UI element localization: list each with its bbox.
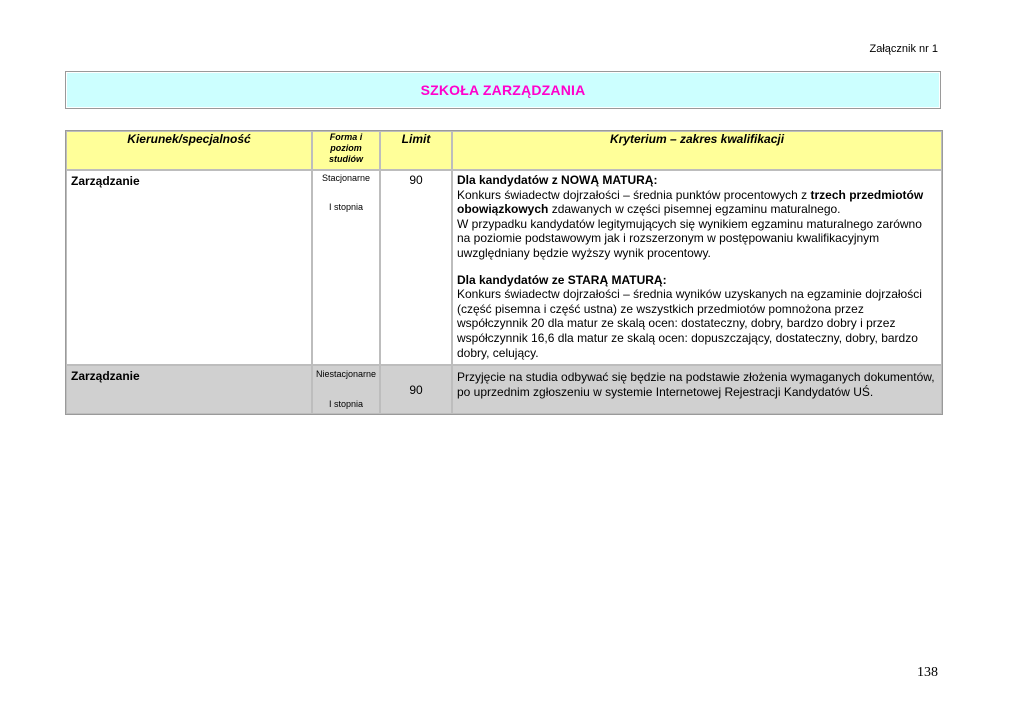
forma-level: I stopnia (328, 202, 364, 212)
old-matura-text: Konkurs świadectw dojrzałości – średnia wyników uzyskanych na egzaminie dojrzałości (część pisemna i część ustna) ze wszystkich przedmiotów pomnożona przez współczynnik 20 dla matur ze skalą ocen: dostateczny, dobry, bardzo dobry i przez współczynnik 16,6 dla matur ze skalą ocen: dopuszczający, dostateczny, dobry, bardzo dobry, celujący. (457, 287, 922, 360)
header-kierunek: Kierunek/specjalność (66, 131, 312, 170)
school-title-bar (65, 71, 941, 109)
header-kryterium: Kryterium – zakres kwalifikacji (452, 131, 942, 170)
row-forma (312, 365, 380, 414)
forma-type: Stacjonarne (321, 173, 371, 183)
row-limit: 90 (380, 365, 452, 414)
school-title: SZKOŁA ZARZĄDZANIA (420, 82, 586, 98)
row-kryterium: Przyjęcie na studia odbywać się będzie na podstawie złożenia wymaganych dokumentów, po uprzednim zgłoszeniu w systemie Internetowej Rejestracji Kandydatów UŚ. (452, 365, 942, 414)
row-kierunek: Zarządzanie (66, 170, 312, 365)
row-kryterium (452, 170, 942, 365)
row-forma (312, 170, 380, 365)
new-matura-heading: Dla kandydatów z NOWĄ MATURĄ: (457, 173, 658, 187)
page-number: 138 (917, 665, 938, 680)
attachment-label: Załącznik nr 1 (869, 43, 938, 55)
forma-type: Niestacjonarne (315, 369, 377, 380)
table-row (66, 365, 942, 414)
old-matura-heading: Dla kandydatów ze STARĄ MATURĄ: (457, 272, 667, 287)
row-kierunek: Zarządzanie (66, 365, 312, 414)
new-matura-text: Konkurs świadectw dojrzałości – średnia punktów procentowych z trzech przedmiotów obowiązkowych zdawanych w części pisemnej egzaminu maturalnego. (457, 187, 924, 217)
new-matura-text-2: W przypadku kandydatów legitymujących się wynikiem egzaminu maturalnego zarówno na poziomie podstawowym jak i rozszerzonym w postępowaniu kwalifikacyjnym uwzględniany będzie wyższy wynik procentowy. (457, 216, 922, 260)
table-header-row (66, 131, 942, 170)
forma-level: I stopnia (328, 399, 364, 410)
admission-table (65, 130, 943, 415)
row-limit: 90 (380, 170, 452, 365)
header-forma: Forma i poziom studiów (312, 131, 380, 170)
header-limit: Limit (380, 131, 452, 170)
table-row (66, 170, 942, 365)
